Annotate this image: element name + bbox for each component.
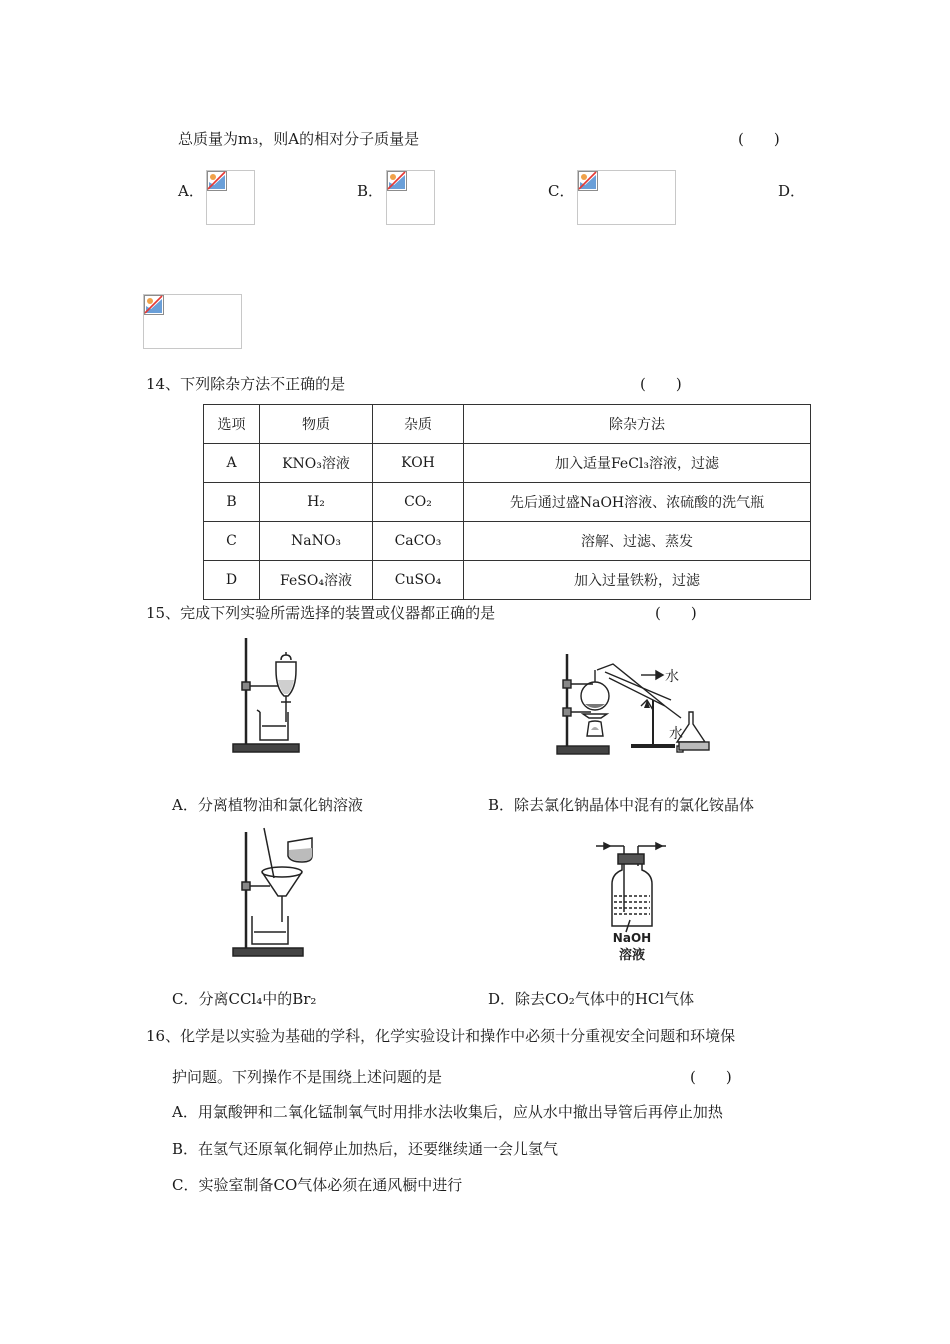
q16-stem-line2: 护问题。下列操作不是围绕上述问题的是: [172, 1068, 443, 1086]
q13-option-d-label: D．: [778, 182, 806, 200]
table-cell-method: 加入过量铁粉，过滤: [464, 561, 811, 600]
q13-line: 总质量为m₃，则A的相对分子质量是: [178, 130, 420, 148]
table-cell-substance: H₂: [260, 483, 373, 522]
q13-option-a-image: [206, 170, 255, 225]
q13-option-b-label: B．: [357, 182, 384, 200]
q15-answer-paren: ( ): [655, 604, 697, 622]
table-cell-impurity: CaCO₃: [373, 522, 464, 561]
table-row: [204, 444, 811, 483]
naoh-label: NaOH: [612, 931, 652, 945]
broken-image-icon: [144, 295, 164, 315]
table-cell-option: B: [204, 483, 260, 522]
broken-image-icon: [387, 171, 407, 191]
table-header-cell: 选项: [204, 405, 260, 444]
table-header-row: [204, 405, 811, 444]
q14-answer-paren: ( ): [640, 375, 682, 393]
broken-image-icon: [207, 171, 227, 191]
table-cell-impurity: KOH: [373, 444, 464, 483]
q15-option-b: B．除去氯化钠晶体中混有的氯化铵晶体: [488, 796, 755, 814]
table-cell-substance: KNO₃溶液: [260, 444, 373, 483]
q13-answer-paren: ( ): [738, 130, 780, 148]
q16-stem-line1: 16、化学是以实验为基础的学科，化学实验设计和操作中必须十分重视安全问题和环境保: [146, 1027, 736, 1045]
table-header-cell: 除杂方法: [464, 405, 811, 444]
table-row: [204, 483, 811, 522]
solution-label: 溶液: [618, 948, 646, 963]
table-row: [204, 522, 811, 561]
q13-option-b-image: [386, 170, 435, 225]
q13-option-a-label: A．: [178, 182, 204, 200]
q13-option-d-image: [143, 294, 242, 349]
table-cell-impurity: CO₂: [373, 483, 464, 522]
filtration-figure: [228, 826, 320, 960]
broken-image-icon: [578, 171, 598, 191]
q15-option-d: D．除去CO₂气体中的HCl气体: [488, 990, 695, 1008]
table-cell-substance: FeSO₄溶液: [260, 561, 373, 600]
q16-option-a: A．用氯酸钾和二氧化锰制氧气时用排水法收集后，应从水中撤出导管后再停止加热: [172, 1103, 723, 1121]
table-cell-substance: NaNO₃: [260, 522, 373, 561]
separatory-funnel-figure: [228, 634, 308, 756]
q16-option-c: C．实验室制备CO气体必须在通风橱中进行: [172, 1176, 463, 1194]
q15-option-a: A．分离植物油和氯化钠溶液: [172, 796, 363, 814]
q14-stem: 14、下列除杂方法不正确的是: [146, 375, 346, 393]
table-header-cell: 物质: [260, 405, 373, 444]
table-cell-method: 先后通过盛NaOH溶液、浓硫酸的洗气瓶: [464, 483, 811, 522]
q13-option-c-label: C．: [548, 182, 575, 200]
table-cell-method: 溶解、过滤、蒸发: [464, 522, 811, 561]
table-cell-method: 加入适量FeCl₃溶液，过滤: [464, 444, 811, 483]
q16-option-b: B．在氢气还原氧化铜停止加热后，还要继续通一会儿氢气: [172, 1140, 559, 1158]
table-cell-option: C: [204, 522, 260, 561]
table-cell-option: A: [204, 444, 260, 483]
distillation-apparatus-figure: [553, 650, 725, 758]
gas-washing-bottle-figure: [594, 838, 674, 966]
table-cell-impurity: CuSO₄: [373, 561, 464, 600]
water-outlet-label: 水: [665, 669, 679, 685]
q15-stem: 15、完成下列实验所需选择的装置或仪器都正确的是: [146, 604, 496, 622]
table-row: [204, 561, 811, 600]
water-inlet-label: 水: [669, 726, 683, 742]
q14-table: [203, 404, 811, 600]
table-cell-option: D: [204, 561, 260, 600]
table-header-cell: 杂质: [373, 405, 464, 444]
q15-option-c: C．分离CCl₄中的Br₂: [172, 990, 317, 1008]
q13-option-c-image: [577, 170, 676, 225]
q16-answer-paren: ( ): [690, 1068, 732, 1086]
